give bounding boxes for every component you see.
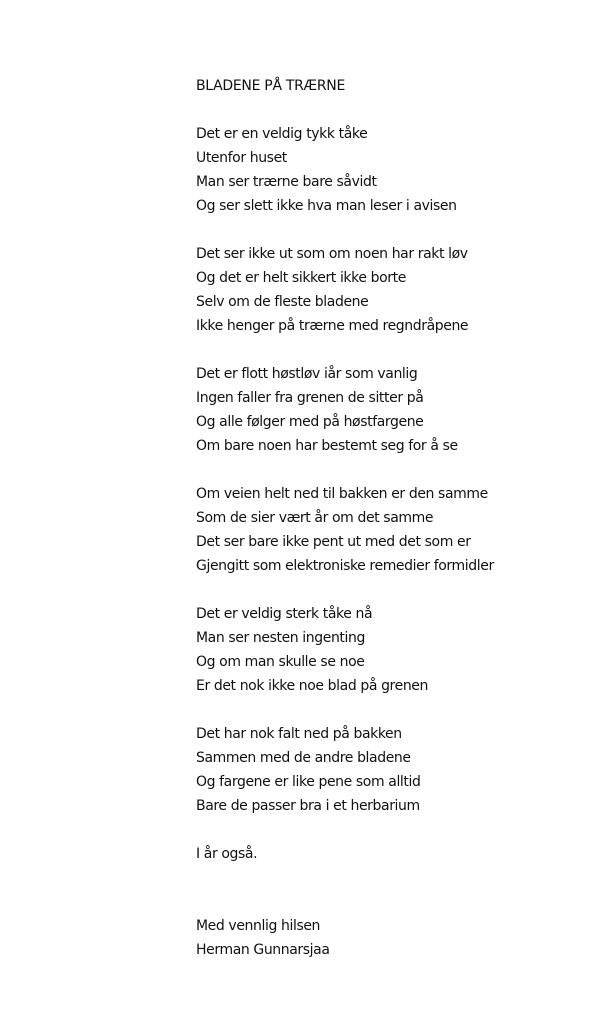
verse-line: Om veien helt ned til bakken er den samme [196, 486, 488, 502]
verse-line: Sammen med de andre bladene [196, 750, 411, 766]
closing-block [196, 842, 596, 866]
signoff-text: Med vennlig hilsen [196, 918, 321, 934]
verse-line: Selv om de fleste bladene [196, 294, 369, 310]
verse-line: Og det er helt sikkert ikke borte [196, 270, 406, 286]
verse-line: Man ser trærne bare såvidt [196, 174, 377, 190]
verse-line: Ikke henger på trærne med regndråpene [196, 318, 469, 334]
verse-line: Og ser slett ikke hva man leser i avisen [196, 198, 457, 214]
poem-page [196, 74, 596, 962]
verse-line: Det ser ikke ut som om noen har rakt løv [196, 246, 468, 262]
verse-line: Er det nok ikke noe blad på grenen [196, 678, 428, 694]
verse-line: Bare de passer bra i et herbarium [196, 798, 420, 814]
stanza-4 [196, 482, 596, 578]
stanza-2 [196, 242, 596, 338]
stanza-3 [196, 362, 596, 458]
verse-line: Gjengitt som elektroniske remedier formidler [196, 558, 494, 574]
poem-title: BLADENE PÅ TRÆRNE [196, 78, 346, 94]
verse-line: Og om man skulle se noe [196, 654, 365, 670]
author-name: Herman Gunnarsjaa [196, 942, 330, 958]
verse-line: Det er en veldig tykk tåke [196, 126, 368, 142]
stanza-1 [196, 122, 596, 218]
verse-line: Om bare noen har bestemt seg for å se [196, 438, 458, 454]
verse-line: Det har nok falt ned på bakken [196, 726, 402, 742]
verse-line: Og alle følger med på høstfargene [196, 414, 424, 430]
closing-line: I år også. [196, 846, 258, 862]
verse-line: Det er veldig sterk tåke nå [196, 606, 373, 622]
stanza-6 [196, 722, 596, 818]
verse-line: Utenfor huset [196, 150, 287, 166]
stanza-5 [196, 602, 596, 698]
verse-line: Man ser nesten ingenting [196, 630, 365, 646]
verse-line: Det er flott høstløv iår som vanlig [196, 366, 418, 382]
verse-line: Og fargene er like pene som alltid [196, 774, 421, 790]
verse-line: Som de sier vært år om det samme [196, 510, 434, 526]
verse-line: Ingen faller fra grenen de sitter på [196, 390, 424, 406]
verse-line: Det ser bare ikke pent ut med det som er [196, 534, 471, 550]
signature-block [196, 914, 596, 962]
